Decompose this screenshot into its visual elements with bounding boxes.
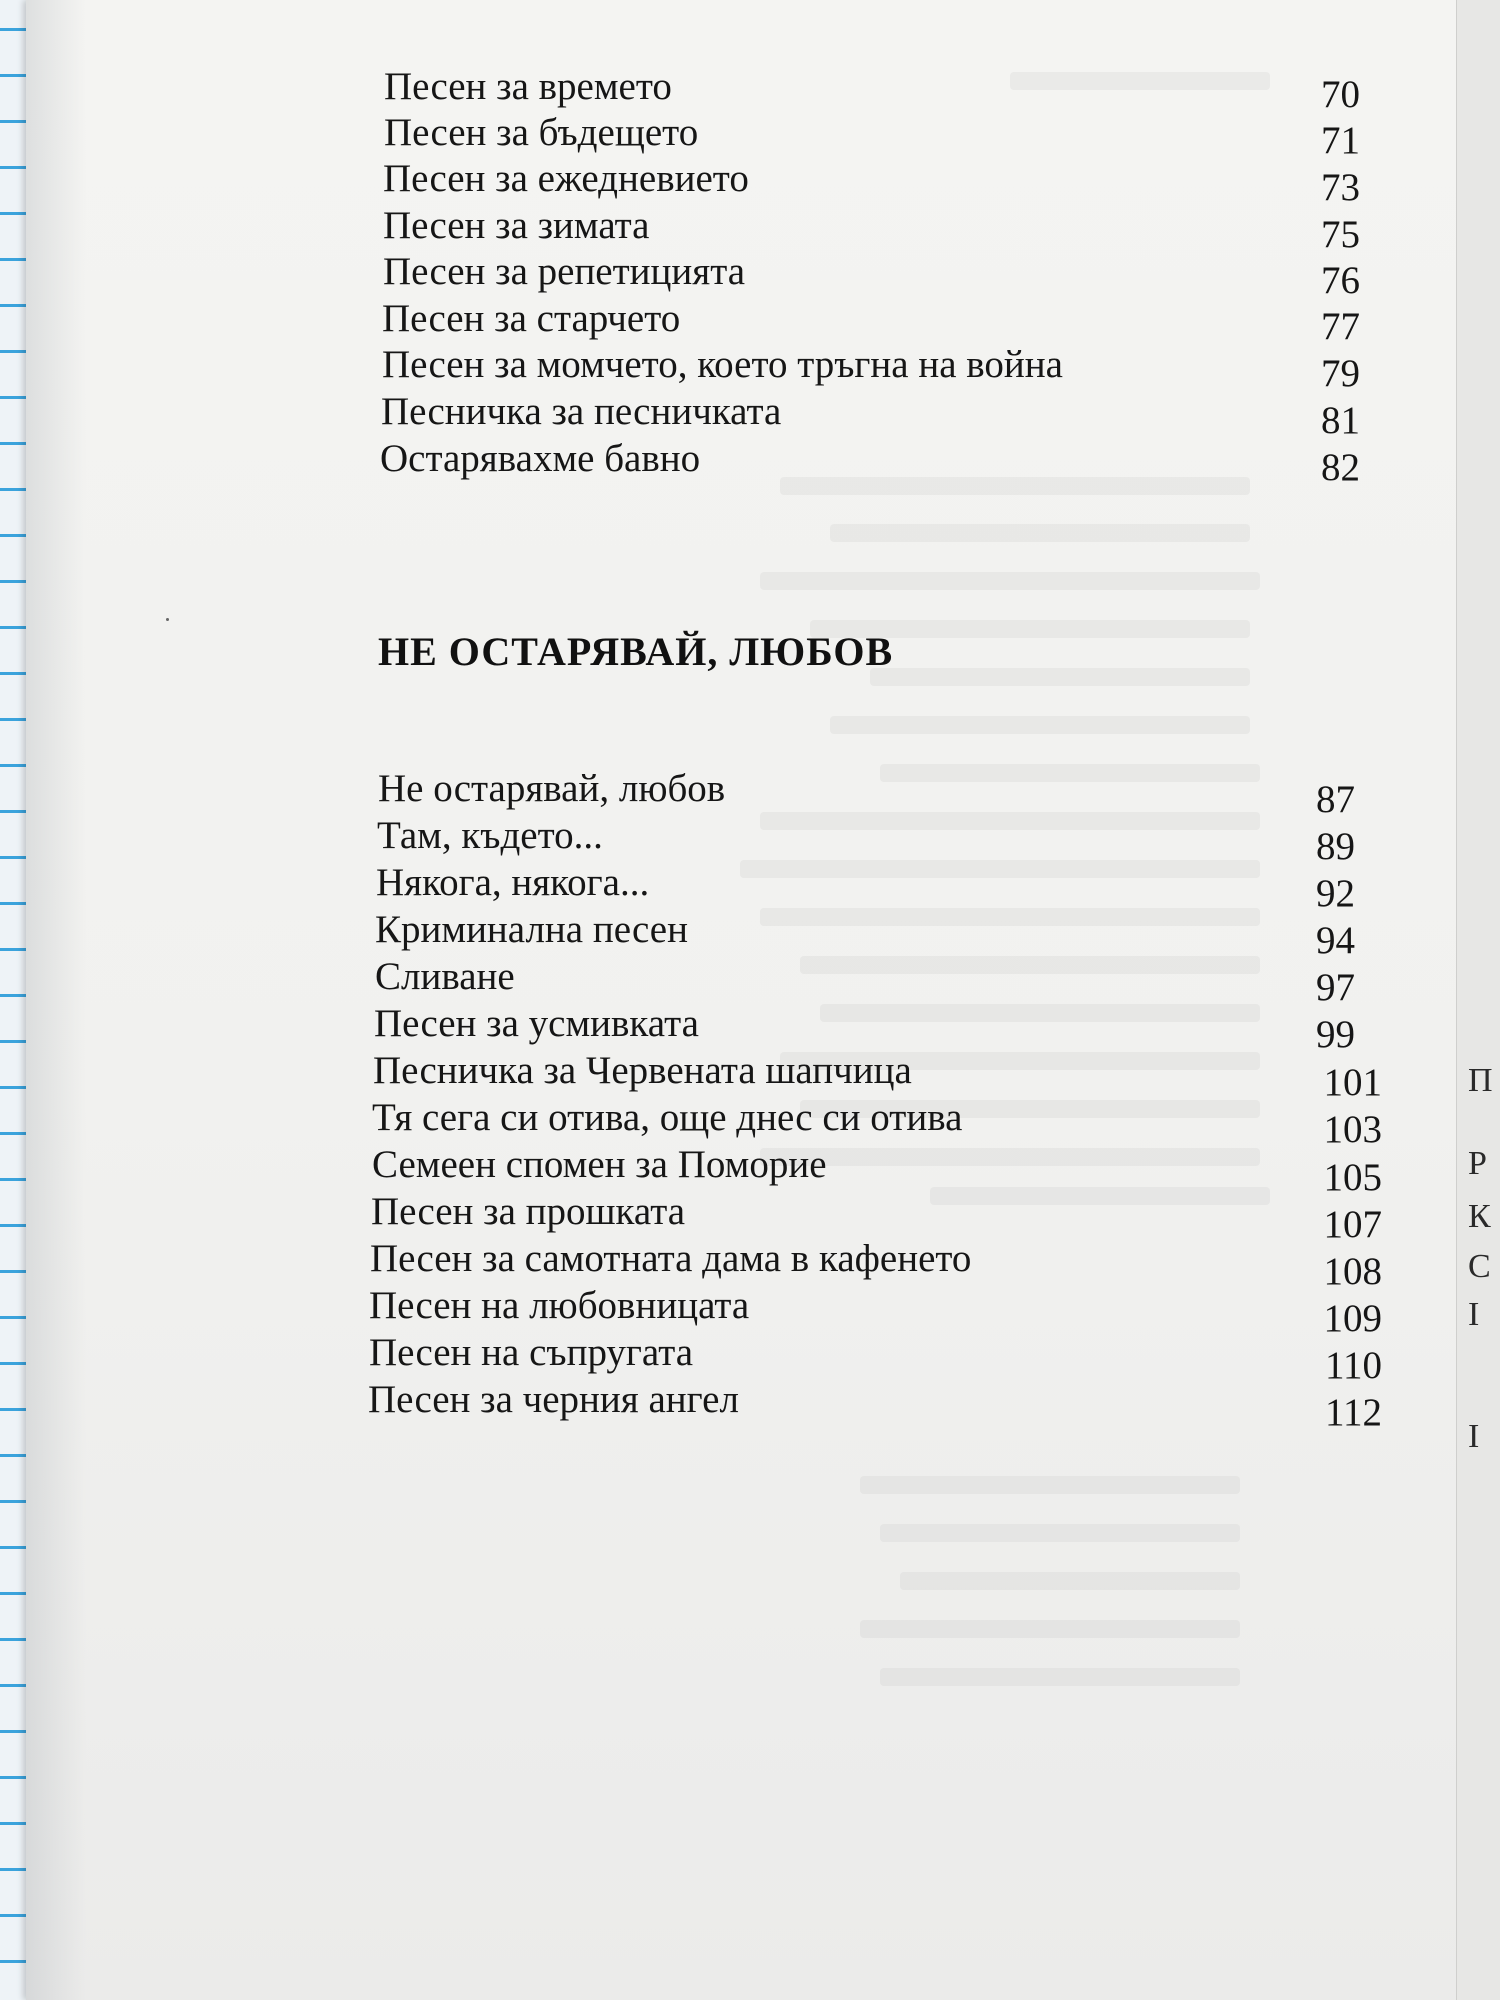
show-through-smudge <box>760 1148 1260 1166</box>
show-through-smudge <box>880 1524 1240 1542</box>
toc-entry-title: Песен на съпругата <box>369 1331 694 1374</box>
toc-entry-title: Остарявахме бавно <box>380 437 701 480</box>
show-through-smudge <box>880 1668 1240 1686</box>
facing-page-letter: I <box>1468 1418 1480 1455</box>
toc-entry-title: Не остарявай, любов <box>378 767 726 810</box>
toc-entry-page: 77 <box>1321 305 1360 348</box>
toc-entry-page: 110 <box>1324 1344 1382 1387</box>
show-through-smudge <box>800 956 1260 974</box>
toc-entry-title: Песен за ежедневието <box>383 157 749 200</box>
toc-entry-title: Там, където... <box>377 814 603 857</box>
toc-entry-page: 103 <box>1323 1108 1382 1151</box>
toc-entry-title: Тя сега си отива, още днес си отива <box>372 1096 963 1139</box>
show-through-smudge <box>760 572 1260 590</box>
toc-entry-page: 79 <box>1321 352 1360 395</box>
facing-page-letter: С <box>1468 1248 1491 1285</box>
toc-entry-page: 94 <box>1316 919 1355 962</box>
facing-page-letter: I <box>1468 1296 1480 1333</box>
show-through-smudge <box>900 1572 1240 1590</box>
toc-entry-page: 92 <box>1316 872 1355 915</box>
show-through-smudge <box>780 477 1250 495</box>
toc-entry-page: 75 <box>1321 213 1360 256</box>
toc-entry-title: Песен за бъдещето <box>384 111 699 154</box>
toc-entry-page: 108 <box>1323 1250 1382 1293</box>
toc-entry-page: 87 <box>1316 778 1355 821</box>
facing-page-letter: Р <box>1468 1145 1487 1182</box>
toc-entry-title: Криминална песен <box>375 908 688 951</box>
toc-entry-page: 105 <box>1323 1156 1382 1199</box>
toc-entry-title: Песен за старчето <box>382 297 681 340</box>
page-gutter-shadow <box>26 0 86 2000</box>
toc-entry-page: 76 <box>1321 259 1360 302</box>
toc-entry-title: Песен на любовницата <box>369 1284 750 1327</box>
toc-entry-title: Някога, някога... <box>376 861 650 904</box>
toc-entry-title: Семеен спомен за Поморие <box>372 1143 827 1186</box>
facing-page-edge <box>1456 0 1500 2000</box>
show-through-smudge <box>760 812 1260 830</box>
toc-entry-page: 82 <box>1321 446 1360 489</box>
facing-page-letter: П <box>1468 1062 1493 1099</box>
show-through-smudge <box>860 1476 1240 1494</box>
show-through-smudge <box>930 1187 1270 1205</box>
toc-entry-page: 101 <box>1323 1061 1382 1104</box>
facing-page-letter: К <box>1468 1198 1491 1235</box>
toc-entry-title: Песен за черния ангел <box>368 1378 739 1421</box>
toc-entry-title: Песен за самотната дама в кафенето <box>370 1237 972 1280</box>
show-through-smudge <box>880 764 1260 782</box>
show-through-smudge <box>830 524 1250 542</box>
toc-entry-page: 71 <box>1321 119 1360 162</box>
toc-entry-title: Песен за зимата <box>383 204 650 247</box>
toc-entry-title: Песен за времето <box>384 65 672 108</box>
show-through-smudge <box>830 716 1250 734</box>
toc-entry-page: 97 <box>1316 966 1355 1009</box>
toc-entry-page: 70 <box>1321 73 1360 116</box>
toc-entry-title: Песен за репетицията <box>383 250 746 293</box>
show-through-smudge <box>860 1620 1240 1638</box>
toc-entry-title: Песен за усмивката <box>374 1002 699 1045</box>
show-through-smudge <box>760 908 1260 926</box>
toc-entry-page: 89 <box>1316 825 1355 868</box>
show-through-smudge <box>820 1004 1260 1022</box>
toc-entry-title: Песничка за Червената шапчица <box>373 1049 912 1092</box>
toc-entry-page: 81 <box>1321 399 1360 442</box>
toc-entry-page: 107 <box>1323 1203 1382 1246</box>
toc-entry-page: 112 <box>1324 1391 1382 1434</box>
show-through-smudge <box>740 860 1260 878</box>
paper-speck <box>166 618 169 621</box>
show-through-smudge <box>870 668 1250 686</box>
toc-entry-title: Песен за момчето, което тръгна на война <box>382 343 1063 386</box>
toc-entry-page: 99 <box>1316 1013 1355 1056</box>
toc-entry-title: Песен за прошката <box>371 1190 686 1233</box>
toc-entry-title: Песничка за песничката <box>381 390 782 433</box>
toc-entry-title: Сливане <box>375 955 515 998</box>
show-through-smudge <box>1010 72 1270 90</box>
toc-entry-page: 109 <box>1323 1297 1382 1340</box>
toc-entry-page: 73 <box>1321 166 1360 209</box>
section-heading: НЕ ОСТАРЯВАЙ, ЛЮБОВ <box>378 629 894 674</box>
